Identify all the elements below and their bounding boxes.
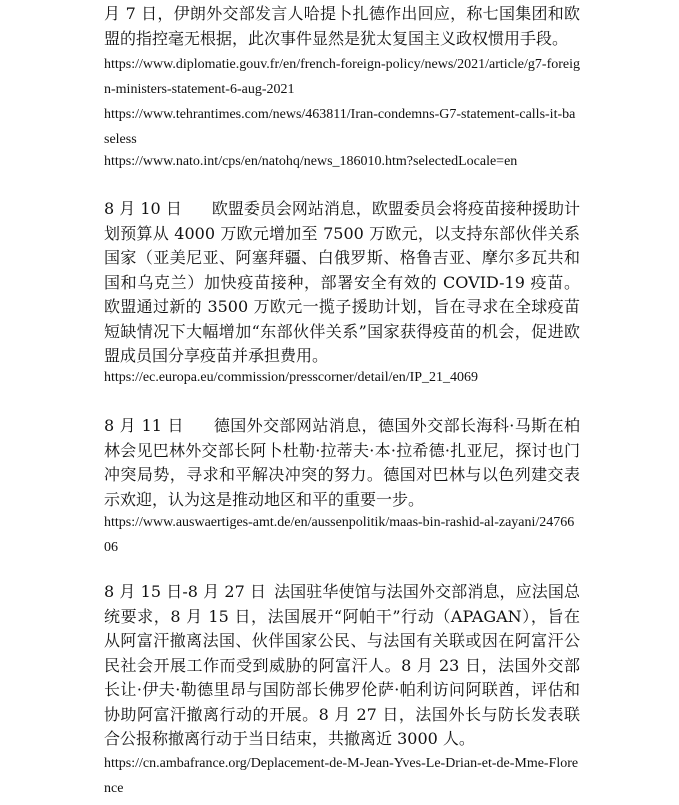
entry-text: 德国外交部网站消息，德国外交部长海科·马斯在柏林会见巴林外交部长阿卜杜勒·拉蒂夫·本·拉希德·扎亚尼，探讨也门冲突局势，寻求和平解决冲突的努力。德国对巴林与以色列建交表示欢迎，认为这是推动地区和平的重要一步。	[104, 416, 580, 509]
entry-text: 法国驻华使馆与法国外交部消息，应法国总统要求，8 月 15 日，法国展开“阿帕干”行动（APAGAN），旨在从阿富汗撤离法国、伙伴国家公民、与法国有关联或因在阿富汗公民社会开展工作而受到威胁的阿富汗人。8 月 23 日，法国外交部长让·伊夫·勒德里昂与国防部长佛罗伦萨·帕利访问阿联酋，评估和协助阿富汗撤离行动的开展。8 月 27 日，法国外长与防长发表联合公报称撤离行动于当日结束，共撤离近 3000 人。	[104, 582, 580, 748]
entry-date: 8 月 11 日	[104, 416, 184, 435]
entry-paragraph	[104, 414, 580, 512]
source-link[interactable]: https://www.tehrantimes.com/news/463811/Iran-condemns-G7-statement-calls-it-baseless	[104, 107, 576, 147]
entry-text: 欧盟委员会网站消息，欧盟委员会将疫苗接种援助计划预算从 4000 万欧元增加至 7500 万欧元，以支持东部伙伴关系国家（亚美尼亚、阿塞拜疆、白俄罗斯、格鲁吉亚、摩尔多瓦共和国和乌克兰）加快疫苗接种，部署安全有效的 COVID-19 疫苗。欧盟通过新的 3500 万欧元一揽子援助计划，旨在寻求在全球疫苗短缺情况下大幅增加“东部伙伴关系”国家获得疫苗的机会，促进欧盟成员国分享疫苗并承担费用。	[104, 199, 580, 365]
source-link[interactable]: https://ec.europa.eu/commission/presscorner/detail/en/IP_21_4069	[104, 370, 479, 385]
source-link[interactable]: https://www.auswaertiges-amt.de/en/aussenpolitik/maas-bin-rashid-al-zayani/2476606	[104, 515, 575, 555]
entry-paragraph	[104, 580, 580, 752]
entry-paragraph	[104, 2, 580, 51]
entry-date: 8 月 10 日	[104, 199, 182, 218]
source-link[interactable]: https://www.nato.int/cps/en/natohq/news_186010.htm?selectedLocale=en	[104, 154, 518, 169]
entry-text: 月 7 日，伊朗外交部发言人哈提卜扎德作出回应，称七国集团和欧盟的指控毫无根据，此次事件显然是犹太复国主义政权惯用手段。	[104, 4, 580, 48]
entry-paragraph	[104, 197, 580, 369]
entry-date: 8 月 15 日-8 月 27 日	[104, 582, 267, 601]
source-link[interactable]: https://cn.ambafrance.org/Deplacement-de-M-Jean-Yves-Le-Drian-et-de-Mme-Florence	[104, 756, 579, 796]
source-link[interactable]: https://www.diplomatie.gouv.fr/en/french-foreign-policy/news/2021/article/g7-foreign-ministers-statement-6-aug-2021	[104, 57, 580, 97]
